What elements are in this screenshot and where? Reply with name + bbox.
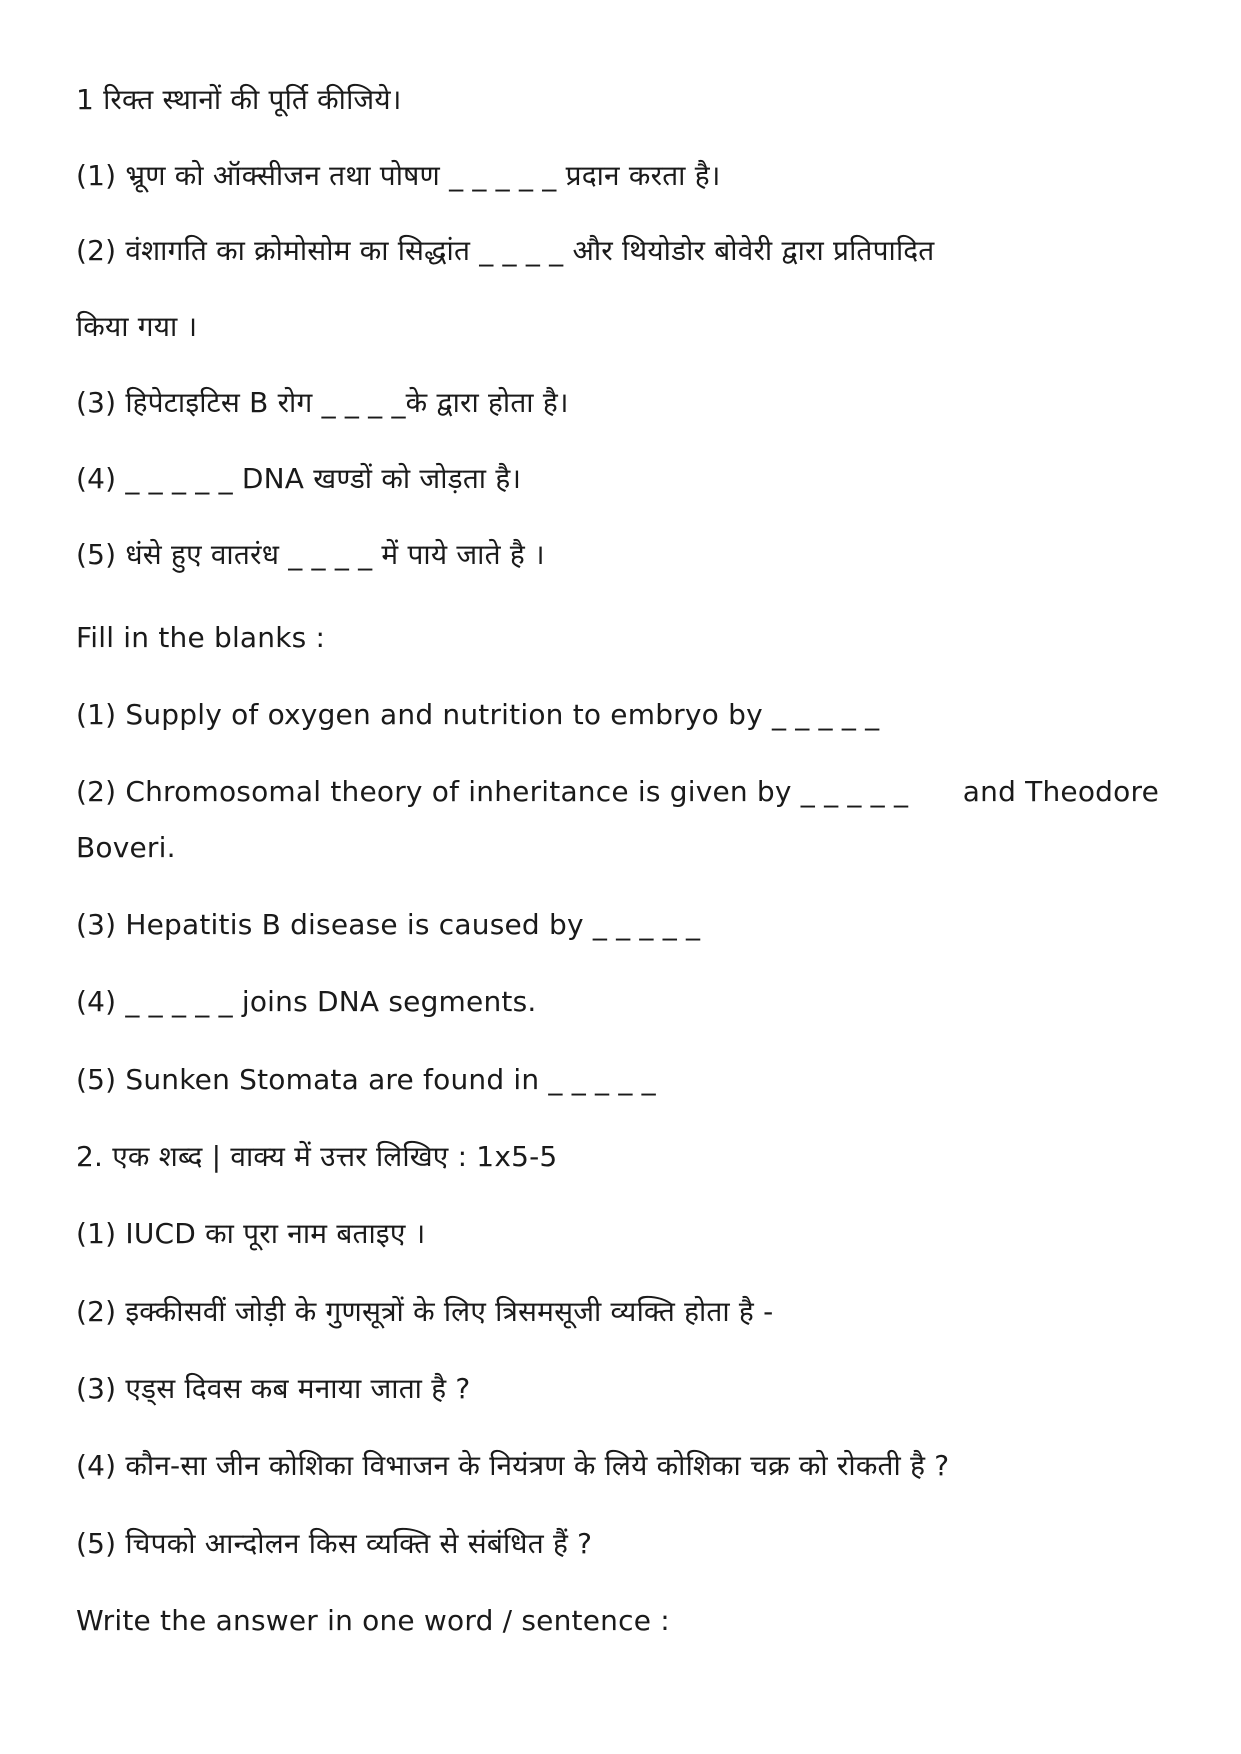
section1-hindi-q2-line2: किया गया ।: [76, 310, 198, 343]
section1-english-heading: Fill in the blanks :: [76, 621, 326, 654]
section1-english-q3: (3) Hepatitis B disease is caused by _ _ _ _ _: [76, 908, 701, 941]
section1-english-q2-line1-right: and Theodore: [962, 775, 1159, 808]
section1-english-q1: (1) Supply of oxygen and nutrition to embryo by _ _ _ _ _: [76, 698, 880, 731]
section1-hindi-q2-line1: (2) वंशागति का क्रोमोसोम का सिद्धांत _ _ _ _ और थियोडोर बोवेरी द्वारा प्रतिपादित: [76, 234, 935, 267]
section1-english-q4: (4) _ _ _ _ _ joins DNA segments.: [76, 985, 537, 1018]
section2-english-heading: Write the answer in one word / sentence :: [76, 1604, 670, 1637]
section1-hindi-q3: (3) हिपेटाइटिस B रोग _ _ _ _के द्वारा होता है।: [76, 386, 569, 419]
section2-hindi-q4: (4) कौन-सा जीन कोशिका विभाजन के नियंत्रण के लिये कोशिका चक्र को रोकती है ?: [76, 1449, 950, 1482]
section1-english-q2-line1: [76, 774, 1159, 810]
section2-hindi-q3: (3) एड्स दिवस कब मनाया जाता है ?: [76, 1372, 471, 1405]
section1-hindi-q4: (4) _ _ _ _ _ DNA खण्डों को जोड़ता है।: [76, 462, 522, 495]
section1-hindi-heading: 1 रिक्त स्थानों की पूर्ति कीजिये।: [76, 83, 402, 116]
section2-hindi-heading: 2. एक शब्द | वाक्य में उत्तर लिखिए : 1x5-5: [76, 1140, 558, 1173]
section1-hindi-q5: (5) धंसे हुए वातरंध _ _ _ _ में पाये जाते है ।: [76, 538, 545, 571]
section1-english-q5: (5) Sunken Stomata are found in _ _ _ _ _: [76, 1063, 656, 1096]
section1-hindi-q1: (1) भ्रूण को ऑक्सीजन तथा पोषण _ _ _ _ _ प्रदान करता है।: [76, 159, 721, 192]
section1-english-q2-line1-left: (2) Chromosomal theory of inheritance is given by _ _ _ _ _: [76, 775, 909, 808]
section2-hindi-q1: (1) IUCD का पूरा नाम बताइए ।: [76, 1217, 426, 1250]
section1-english-q2-line2: Boveri.: [76, 831, 176, 864]
section2-hindi-q5: (5) चिपको आन्दोलन किस व्यक्ति से संबंधित हैं ?: [76, 1527, 593, 1560]
section2-hindi-q2: (2) इक्कीसवीं जोड़ी के गुणसूत्रों के लिए त्रिसमसूजी व्यक्ति होता है -: [76, 1295, 774, 1328]
